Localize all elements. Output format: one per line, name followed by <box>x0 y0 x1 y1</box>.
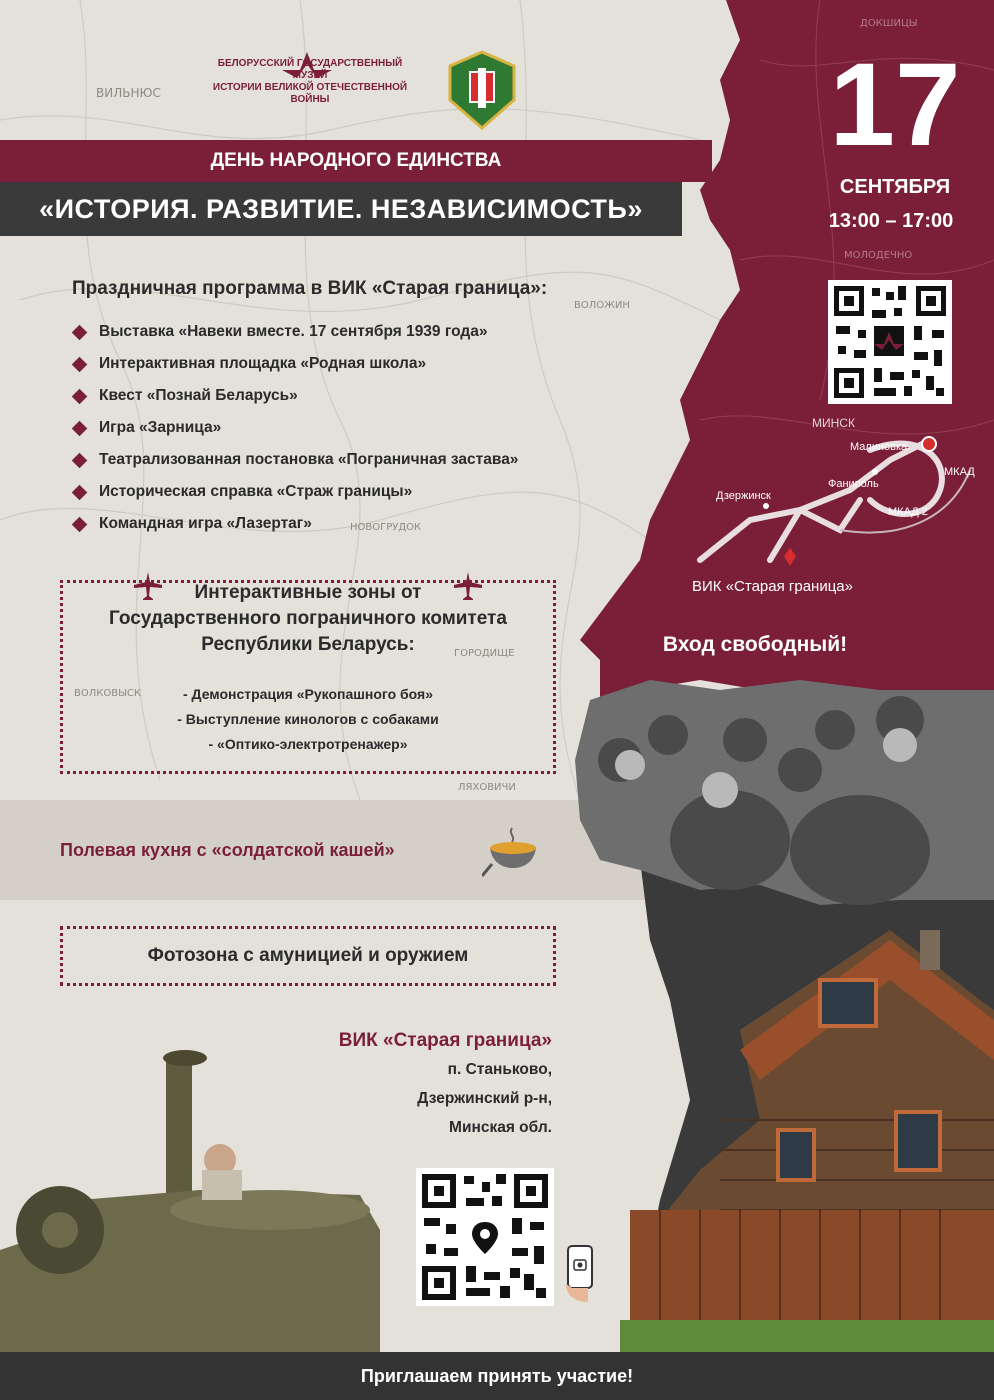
program-item <box>74 444 518 476</box>
diamond-bullet-icon <box>72 484 88 500</box>
address-venue: ВИК «Старая граница» <box>338 1030 552 1051</box>
diamond-bullet-icon <box>72 452 88 468</box>
zones-item: - Демонстрация «Рукопашного боя» <box>183 686 433 702</box>
border-committee-emblem-icon <box>444 50 520 130</box>
program-item <box>74 316 518 348</box>
museum-name-line2: ИСТОРИИ ВЕЛИКОЙ ОТЕЧЕСТВЕННОЙ ВОЙНЫ <box>212 82 408 105</box>
map-label-mkad: МКАД <box>944 466 975 478</box>
program-item-label: Интерактивная площадка «Родная школа» <box>99 355 427 372</box>
program-item-label: Историческая справка «Страж границы» <box>99 483 413 500</box>
bg-map-label: ВОЛОЖИН <box>574 300 630 311</box>
qr-code-icon[interactable] <box>828 280 952 404</box>
program-item <box>74 412 518 444</box>
bg-map-label: ДОКШИЦЫ <box>860 18 918 29</box>
slogan-band: «ИСТОРИЯ. РАЗВИТИЕ. НЕЗАВИСИМОСТЬ» <box>0 182 682 236</box>
map-label-dzerzhinsk: Дзержинск <box>716 490 771 502</box>
photozone-box: Фотозона с амуницией и оружием <box>60 926 556 986</box>
bg-map-label: ГОРОДИЩЕ <box>454 648 515 659</box>
bg-map-label: ВИЛЬНЮС <box>96 86 161 100</box>
phone-scan-icon <box>562 1244 598 1306</box>
porridge-bowl-icon <box>482 824 544 878</box>
diamond-bullet-icon <box>72 324 88 340</box>
address-line: п. Станьково, <box>447 1061 552 1078</box>
location-qr-code-icon[interactable] <box>416 1168 554 1306</box>
event-month: СЕНТЯБРЯ <box>839 176 951 198</box>
diamond-bullet-icon <box>72 420 88 436</box>
program-item <box>74 380 518 412</box>
bg-map-label: МОЛОДЕЧНО <box>844 250 913 261</box>
zones-list <box>60 682 556 757</box>
footer-invitation: Приглашаем принять участие! <box>0 1352 994 1400</box>
diamond-bullet-icon <box>72 356 88 372</box>
map-label-fanipol: Фаниполь <box>828 478 879 490</box>
diamond-bullet-icon <box>72 516 88 532</box>
zones-item: - Выступление кинологов с собаками <box>177 711 439 727</box>
zones-item: - «Оптико-электротренажер» <box>208 736 408 752</box>
program-item-label: Квест «Познай Беларусь» <box>99 387 298 404</box>
program-item <box>74 508 518 540</box>
event-time: 13:00 – 17:00 <box>828 210 954 232</box>
program-list <box>74 316 518 540</box>
bg-map-label: ВОЛКОВЫСК <box>74 688 141 699</box>
zones-title-line1: Интерактивные зоны от <box>194 582 422 603</box>
address-line: Дзержинский р-н, <box>417 1090 552 1107</box>
museum-name-line1: БЕЛОРУССКИЙ ГОСУДАРСТВЕННЫЙ МУЗЕЙ <box>217 58 403 81</box>
map-label-malinovka: Малиновка <box>850 441 908 453</box>
map-label-mkad2: МКАД 2 <box>888 506 928 518</box>
program-item-label: Выставка «Навеки вместе. 17 сентября 1939 года» <box>99 323 488 340</box>
zones-title-line2: Государственного пограничного комитета <box>109 608 507 629</box>
program-item-label: Игра «Зарница» <box>99 419 222 436</box>
event-title-band: ДЕНЬ НАРОДНОГО ЕДИНСТВА <box>0 140 712 182</box>
program-item-label: Командная игра «Лазертаг» <box>99 515 312 532</box>
field-kitchen-text: Полевая кухня с «солдатской кашей» <box>60 840 395 860</box>
address-block <box>250 1026 552 1142</box>
free-entry: Вход свободный! <box>662 633 848 656</box>
program-item-label: Театрализованная постановка «Пограничная застава» <box>99 451 519 468</box>
zones-title-line3: Республики Беларусь: <box>201 634 415 655</box>
bg-map-label: ЛЯХОВИЧИ <box>458 782 516 793</box>
address-line: Минская обл. <box>449 1119 552 1136</box>
map-label-minsk: МИНСК <box>812 416 855 430</box>
museum-name <box>200 58 420 106</box>
zones-title <box>60 580 556 658</box>
program-title: Праздничная программа в ВИК «Старая граница»: <box>72 278 548 299</box>
program-item <box>74 348 518 380</box>
event-day: 17 <box>829 39 961 171</box>
map-label-vik: ВИК «Старая граница» <box>692 578 853 595</box>
program-item <box>74 476 518 508</box>
diamond-bullet-icon <box>72 388 88 404</box>
bg-map-label: НОВОГРУДОК <box>350 522 422 533</box>
